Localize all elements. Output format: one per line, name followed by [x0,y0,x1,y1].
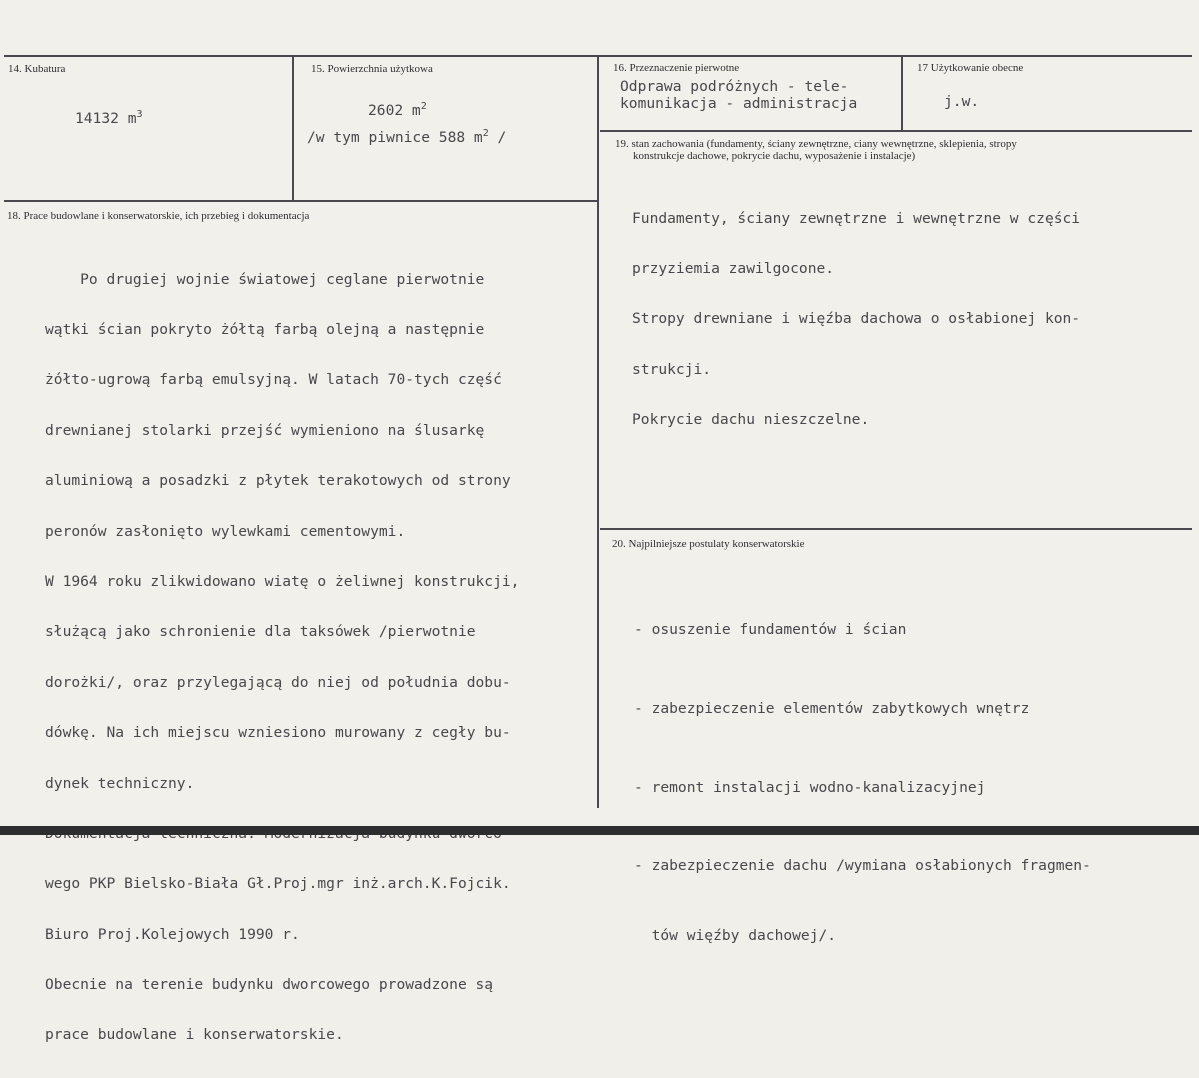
prace-line: prace budowlane i konserwatorskie. [45,1026,344,1044]
prace-line: dorożki/, oraz przylegającą do niej od południa dobu- [45,673,511,691]
przeznaczenie-line: Odprawa podróżnych - tele- [620,78,849,95]
prace-text [45,238,519,1078]
przeznaczenie-text [620,79,857,113]
powierzchnia-number: 2602 m [368,102,421,119]
prace-line: służącą jako schronienie dla taksówek /pierwotnie [45,623,476,641]
stan-line: strukcji. [632,360,712,378]
postulaty-header: 20. Najpilniejsze postulaty konserwatorskie [612,538,805,550]
prace-header: 18. Prace budowlane i konserwatorskie, ich przebieg i dokumentacja [7,210,310,222]
stan-line: przyziemia zawilgocone. [632,259,835,277]
stan-text [632,177,1080,463]
prace-line: aluminiową a posadzki z płytek terakotowych od strony [45,472,511,490]
uzytkowanie-value: j.w. [944,93,980,110]
prace-line: Biuro Proj.Kolejowych 1990 r. [45,925,300,943]
powierzchnia-header: 15. Powierzchnia użytkowa [311,63,433,75]
prace-line: drewnianej stolarki przejść wymieniono na ślusarkę [45,421,485,439]
przeznaczenie-header: 16. Przeznaczenie pierwotne [613,62,740,74]
stan-line: Fundamenty, ściany zewnętrzne i wewnętrzne w części [632,209,1081,227]
scan-bottom-edge [0,826,1199,835]
przeznaczenie-line: komunikacja - administracja [620,94,858,112]
powierzchnia-note-end: / [488,129,507,146]
prace-line: Obecnie na terenie budynku dworcowego prowadzone są [45,976,494,994]
powierzchnia-note [307,130,506,147]
kubatura-number: 14132 m [75,110,137,127]
powierzchnia-exponent: 2 [420,101,427,113]
box19-bottom-rule [600,528,1192,530]
kubatura-header: 14. Kubatura [8,63,66,75]
postulaty-item: - zabezpieczenie elementów zabytkowych wnętrz [634,700,1030,718]
stan-header-line2: konstrukcje dachowe, pokrycie dachu, wyposażenie i instalacje) [633,150,916,162]
main-vertical-divider [597,56,599,808]
kubatura-value [75,111,143,128]
postulaty-text [634,565,1091,996]
stan-line: Stropy drewniane i więźba dachowa o osłabionej kon- [632,310,1081,328]
divider-14-15 [292,56,294,202]
prace-line: dówkę. Na ich miejscu wzniesiono murowany z cegły bu- [45,724,511,742]
powierzchnia-note-text: /w tym piwnice 588 m [307,129,483,146]
kubatura-exponent: 3 [136,109,143,121]
prace-line: wego PKP Bielsko-Biała Gł.Proj.mgr inż.arch.K.Fojcik. [45,875,511,893]
stan-header-line1: 19. stan zachowania (fundamenty, ściany zewnętrzne, ciany wewnętrzne, sklepienia, stropy [615,138,1017,150]
postulaty-item: - osuszenie fundamentów i ścian [634,621,907,639]
box17-bottom-rule [600,130,1192,132]
postulaty-item: - remont instalacji wodno-kanalizacyjnej [634,778,986,796]
uzytkowanie-header: 17 Użytkowanie obecne [917,62,1024,74]
powierzchnia-note-exponent: 2 [482,128,489,140]
postulaty-item: - zabezpieczenie dachu /wymiana osłabionych fragmen- [634,857,1091,875]
prace-line: żółto-ugrową farbą emulsyjną. W latach 70-tych część [45,371,502,389]
prace-line: wątki ścian pokryto żółtą farbą olejną a następnie [45,320,485,338]
row1-bottom-rule [4,200,598,202]
divider-16-17 [901,56,903,132]
powierzchnia-value [368,103,427,120]
stan-line: Pokrycie dachu nieszczelne. [632,411,870,429]
prace-line: dynek techniczny. [45,774,195,792]
prace-line: Po drugiej wojnie światowej ceglane pierwotnie [45,270,485,288]
prace-line: peronów zasłonięto wylewkami cementowymi. [45,522,406,540]
postulaty-item-continuation: tów więźby dachowej/. [634,926,837,944]
prace-line: W 1964 roku zlikwidowano wiatę o żeliwnej konstrukcji, [45,572,520,590]
